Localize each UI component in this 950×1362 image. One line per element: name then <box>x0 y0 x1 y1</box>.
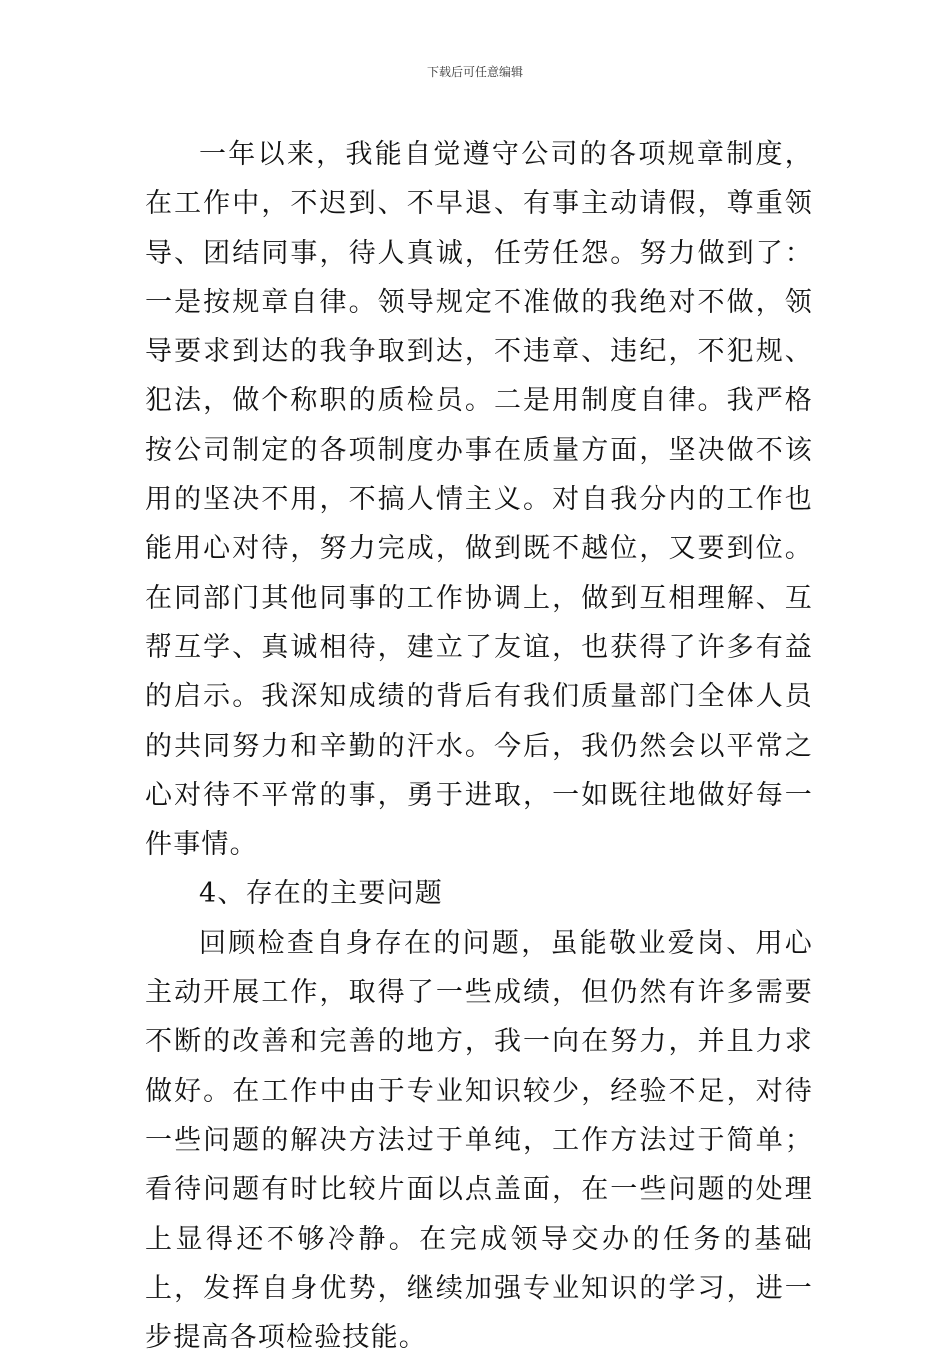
section-heading-main-problems: 4、存在的主要问题 <box>199 878 443 910</box>
page-header-note: 下载后可任意编辑 <box>426 65 523 79</box>
document-body <box>145 130 813 1362</box>
paragraph-problems-review: 回顾检查自身存在的问题，虽能敬业爱岗、用心主动开展工作，取得了一些成绩，但仍然有许多需要不断的改善和完善的地方，我一向在努力，并且力求做好。在工作中由于专业知识较少，经验不足，对待一些问题的解决方法过于单纯，工作方法过于简单；看待问题有时比较片面以点盖面，在一些问题的处理上显得还不够冷静。在完成领导交办的任务的基础上，发挥自身优势，继续加强专业知识的学习，进一步提高各项检验技能。 <box>145 927 813 1354</box>
paragraph-work-discipline: 一年以来，我能自觉遵守公司的各项规章制度，在工作中，不迟到、不早退、有事主动请假，尊重领导、团结同事，待人真诚，任劳任怨。努力做到了：一是按规章自律。领导规定不准做的我绝对不做，领导要求到达的我争取到达，不违章、违纪，不犯规、犯法，做个称职的质检员。二是用制度自律。我严格按公司制定的各项制度办事在质量方面，坚决做不该用的坚决不用，不搞人情主义。对自我分内的工作也能用心对待，努力完成，做到既不越位，又要到位。在同部门其他同事的工作协调上，做到互相理解、互帮互学、真诚相待，建立了友谊，也获得了许多有益的启示。我深知成绩的背后有我们质量部门全体人员的共同努力和辛勤的汗水。今后，我仍然会以平常之心对待不平常的事，勇于进取，一如既往地做好每一件事情。 <box>145 139 813 861</box>
